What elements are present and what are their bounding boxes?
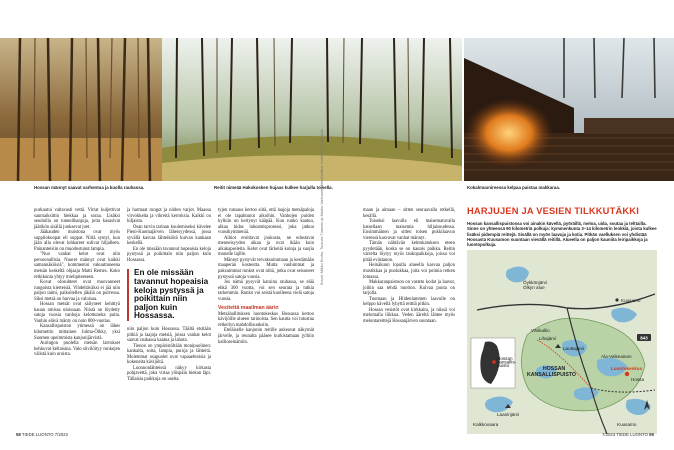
footer-left [16,432,68,437]
paragraph: Heinäkuun lopulla alueella kasvaa paljon mustikkaa ja puolukkaa, joita voi poimia retken lomassa. [363,263,455,280]
paragraph: Tuomaan ja Hiidenlammen laavulle on helppo kävellä lyhyttä reittiä pitkin. [363,296,455,308]
paragraph: Auringon puolella metsän latvukset hehkuvat keltaisina. Valo siivilöityy runkojen välistä kuin uruista. [34,341,120,358]
article-column-4 [363,208,455,324]
photo-hut-campfire [464,38,674,181]
paragraph: ja harmaat rungot ja niiden varjot. Maassa virvokkeita ja vihreitä kerroksia. Kaikki on hiljaista. [127,208,211,225]
label-oskonjarvi: Öykkönjärvi Ölkyn alue [523,280,547,290]
map-intro: Hossan kansallispuistossa voi ainakin kävellä, pyöräillä, meloa, uida, soutaa ja telttailla. Sinne on yhteensä 90 kilometriä polkuja: kymmenkunta 3–14 kilometrin lenkkiä, joista kulkee lisäksi pidempiä reittejä. Sisällä on myös laavuja ja kotia. Pitkän vaelluksen voi yhdistää Hossasta Kuusamon suuntaan vievällä reitillä. Alueella on paljon kauniita leiripaikkoja ja luontopolkuja. [467,221,657,248]
road-number: 843 [640,335,648,341]
page-number-right: 59 [649,432,654,437]
label-laaninjarvi: Laaninjärvi [497,412,520,417]
inset-label-l3: puisto [497,363,510,369]
paragraph: Luonnonlähteissä näkyy kirkasta pohjavettä, joka virtaa ylöspäin hiekan läpi. Tällaisia paikkoja on useita. [127,365,211,382]
magazine-issue-right: 7/2023 TIEDE LUONTO [602,432,648,437]
paragraph: tyjen runsaus kertoo siitä, että laajoja metsäpaloja ei ole tapahtunut aikoihin. Vanhojen puiden kylkiin on kertynyt kääpää. Kun runko kaatuu, alkaa hidas lahoamisprosessi, joka jatkuu vuosikymmeniä. [218,208,314,236]
label-lihajarvi: Lihajärvi [539,336,557,341]
photo-caption-2: Reitit nimeää Hakokosken hujaas kulkee harjulla toisella. [214,185,333,190]
photo-credit: Kuvat: Mikko Krohn, Tuomas Turunen ja Marko Varkonen/Metsähallitus. Kartta: Petri Rantala [320,129,324,285]
label-varkulai: Värikallio [531,328,550,333]
label-kansallispuisto: HOSSAN KANSALLISPUISTO [527,366,576,378]
paragraph: Tämän nähtävän keittokatoksen eteen pyydetään, koska se on kaunis paikka. Reitin varrelta löytyy myös taukopaikkoja, joissa voi pitää evästauon. [363,241,455,263]
label-ala-valkeainen: Ala-Valkeainen [601,354,632,359]
inset-label-l1: Hossan [497,356,513,361]
label-kuusamon: Kuusamo [617,422,637,427]
page-number-left: 58 [16,432,21,437]
photo-caption-1: Hossan männyt saavat varhentua ja kuolla rauhassa. [34,185,145,190]
hossa-location-dot [492,360,496,364]
paragraph: Osan tarvin tarinan kuulemiseksi kävelee Pieni-Kuomajärven läheisyydessä, jossa syvällä kasvaa lähteiköitä kuivan kankaan keskellä. [127,224,211,247]
park-map [467,250,657,434]
paragraph: Jääkauden muistona ovat myös suppilokuopat eli suppat. Niitä syntyi, kun jään alla olevat lohkareet sulivat hiljalleen. Painanteisiin on muodostunut lampia. [34,230,120,252]
finland-inset [471,338,517,388]
label-lauttajarvi: Lauttajärvi [563,346,585,351]
paragraph: Metsähallituksen luontokeskus Hossassa kertoo kävijöille alueen tarinoista. Sen kautta voi tutustua retkeilyn mahdollisuuksiin. [218,311,314,328]
article-column-2 [127,208,211,383]
article-column-3 [218,208,314,345]
paragraph: maan ja aimaan – sitten seuraavalla retkellä, kesällä. [363,208,455,219]
map-sidebar [467,206,657,434]
label-hossa: Hossa [631,377,645,382]
paragraph: Kansallispuiston ytimessä on lähes kilometrin mittainen Julma-Ölkky, yksi Suomen upeimmista kanjonijärvistä. [34,324,120,341]
label-kalkkovaara: Kalkkovaara [473,422,499,427]
paragraph: Makkaranpaistoon on varattu kodat ja laavut, joihin saa tehdä nuotion. Kuivaa puuta on tarjolla. [363,280,455,297]
label-kuusamo: Kuusamo [621,298,641,303]
paragraph: En ole missään tavannut hopeaisia keloja pystyssä ja poikittain niin paljon kuin Hossassa. [127,246,211,263]
paragraph: Aihiot eroittavat joukosta, ne edustavat menneisyyden aikaa ja ovat ikään kuin aikakapseleita. Kelot ovat tärkeitä koloja ja suojia monelle lajille. [218,235,314,258]
paragraph: Jos nämä pysyvät karuina rauhassa, se elää ehkä 300 vuotta, voi sen seurata ja tutkia tarkemmin. Runko voi seistä kuolleena vielä satoja vuosia. [218,280,314,302]
magazine-issue-left: TIEDE LUONTO 7/2023 [21,432,68,437]
paragraph: Eteläiselle kanjonin reitille aukeavat näkymät järvelle, ja reunalta pääsee kurkistamaan jylhiin kallioseinämiin. [218,328,314,345]
paragraph: purkautui valtavasti vettä. Virrat kuljettivat saumaiksittin hiekkaa ja soraa. Lisäksi seuduilla on tunnelihanjuja, joita kasasivat jäätikön sisällä juoksevat joet. [34,208,120,230]
label-luontokeskus: Luontokeskus [611,366,643,371]
paragraph: Hossan vesistöt ovat kirkkaita, ja niissä voi melomalla liikkua. Veden ääreltä lähtee myös melontareittejä Hossanjärven suuntaan. [363,307,455,324]
article-column-1 [34,208,120,358]
paragraph: "Nuo vanhat kelot ovat niin persoonallisia. Nuoret männyt ovat kaikki samannäköisiä", kommentoi vakuuttuneena metsän keskeltä ohjaaja Matti Remes. Koko retkikunta yhtyy mielipiteeseen. [34,252,120,280]
section-heading: Vesitettä maailman äärin [218,305,279,312]
photo-caption-3: Kokalmuunireessa kelpaa paistaa makkaraa. [467,185,560,190]
pull-quote: En ole missään tavannut hopeaisia keloja pystyssä ja poikittain niin paljon kuin Hossassa. [127,269,211,321]
photo-pine-forest [0,38,162,181]
photo-ridge-trail [162,38,462,181]
paragraph: Männyt pystyvät tervaksoitumaan ja kestämään maaperän kosteutta. Mutta vanhimmat ja paksuimmat runkot ovat niitä, jotka ovat seisoneet pystyssä satoja vuosia. [218,257,314,280]
paragraph: Tienoo on ympäristöltään monipuolinen: kankaita, soita, lampia, puroja ja lähteitä. Molemmat osapuolet ovat vapaaehtoisia ja kokeneita kävijöitä. [127,343,211,366]
inset-label-l2: kansallis- [497,359,517,365]
map-title: HARJUJEN JA VESIEN TILKKUTÄKKI [467,206,639,216]
footer-right [602,432,654,437]
paragraph: Toiseksi laavulla eli maisematuvalla katsellaan maisemia hiljaisuudessa. Ensimmäinen ja sitten toisen pukkilaavun vieressä kasvavat vanhat männyt. [363,219,455,241]
paragraph: niin paljon kuin Hossassa. Täältä etsitään pitkiä ja laajoja metsiä, joissa vanhat kelot saavat rauhassa kaatua ja lahota. [127,327,211,344]
paragraph: Kovat olosuhteet ovat muovanneet rungoista kierteisiä. Vihdeltäväksi ei jää niin paljon taimi, paikoitellen jäkälä on polvessa. Siksi metsä on harvaa ja valoisaa. [34,280,120,302]
paragraph: Hossan metsät ovat säilyneet kehittyä kauan omissa oloissaan. Niistä on löydetty satoja vuosia vanhoja kelottuneita puita. Vanhin elävä mänty on noin 800-vuotias. [34,302,120,324]
